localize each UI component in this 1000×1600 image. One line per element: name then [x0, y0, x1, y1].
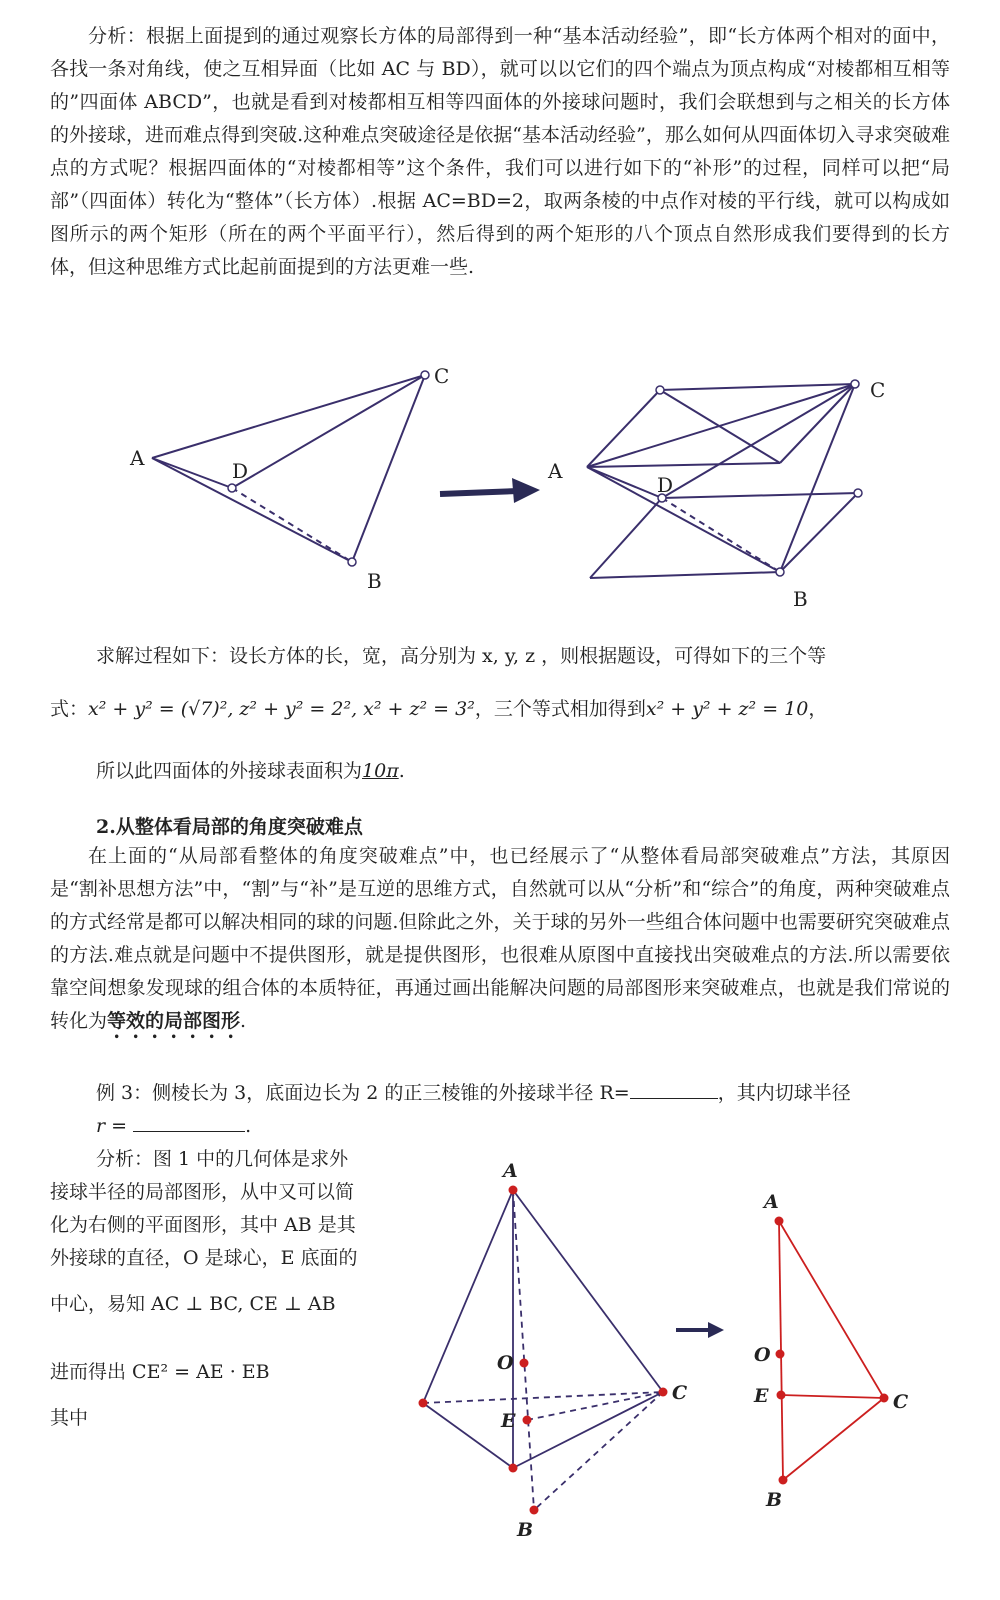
solution-line-2-mid: ，三个等式相加得到 — [474, 698, 646, 720]
example-3-r-suffix: . — [245, 1115, 252, 1137]
label-c-pyramid: C — [672, 1382, 688, 1404]
point-a-pyramid — [509, 1186, 518, 1195]
blank-r-inner — [133, 1111, 245, 1132]
label-o-plane: O — [754, 1344, 771, 1366]
point-o-pyramid — [520, 1359, 529, 1368]
analysis-2-line-5: 中心，易知 AC ⊥ BC, CE ⊥ AB — [50, 1293, 336, 1315]
example-3-suffix: ，其内切球半径 — [717, 1082, 851, 1104]
label-b-pyramid: B — [517, 1519, 534, 1541]
point-front-base — [509, 1464, 518, 1473]
label-e-pyramid: E — [501, 1410, 516, 1432]
solution-line-2-prefix: 式： — [50, 698, 89, 720]
solution-line-2 — [50, 693, 827, 726]
point-c-left — [421, 371, 429, 379]
example-3-prefix: 例 3：侧棱长为 3，底面边长为 2 的正三棱锥的外接球半径 R= — [96, 1082, 630, 1104]
tetrahedron-abcd — [152, 375, 425, 562]
solution-line-2-end: ， — [808, 698, 828, 720]
point-c-plane — [880, 1394, 889, 1403]
label-e-plane: E — [754, 1385, 769, 1407]
emphasis-equivalent-figure: 等效的局部图形 — [107, 1010, 241, 1032]
blank-r-outer — [630, 1078, 718, 1099]
solution-line-3 — [96, 755, 405, 788]
cuboid-construction — [587, 384, 858, 578]
plane-figure-edges — [779, 1221, 884, 1480]
point-left-base — [419, 1399, 428, 1408]
analysis-2-line-2: 接球半径的局部图形，从中又可以简 — [50, 1181, 355, 1203]
label-a-right: A — [548, 459, 563, 483]
point-e-plane — [777, 1391, 786, 1400]
section-2-heading: 2.从整体看局部的角度突破难点 — [96, 816, 363, 838]
label-c-left: C — [434, 364, 450, 388]
example-3-r-prefix: r = — [96, 1115, 128, 1137]
analysis-2-qizhong: 其中 — [50, 1407, 89, 1429]
label-o-pyramid: O — [497, 1352, 514, 1374]
point-e-pyramid — [523, 1416, 532, 1425]
label-b-right: B — [793, 587, 808, 611]
label-a-pyramid: A — [503, 1160, 518, 1182]
label-d-right: D — [657, 473, 674, 497]
section-2-end: . — [240, 1010, 247, 1032]
example-3-line-1 — [96, 1077, 851, 1110]
surface-area-answer: 10π — [362, 760, 399, 782]
tetrahedron-to-cuboid-figure — [0, 355, 1000, 615]
label-c-right: C — [870, 378, 886, 402]
analysis-2-ce-line: 进而得出 CE² = AE · EB — [50, 1361, 270, 1383]
equations-three: x² + y² = (√7)², z² + y² = 2², x² + z² = 3² — [88, 698, 475, 720]
section-2-paragraph — [50, 840, 950, 1043]
point-top-left-vertex — [656, 386, 664, 394]
pyramid-edges — [423, 1190, 663, 1510]
solution-line-3-end: . — [398, 760, 405, 782]
example-3-line-2 — [96, 1110, 251, 1143]
point-a-plane — [775, 1217, 784, 1226]
label-b-plane: B — [766, 1489, 783, 1511]
analysis-paragraph-1: 分析：根据上面提到的通过观察长方体的局部得到一种“基本活动经验”，即“长方体两个相对的面中，各找一条对角线，使之互相异面（比如 AC 与 BD），就可以以它们的四个端点为顶点构成“对棱都相互相等的”四面体 ABCD”，也就是看到对棱都相互相等四面体的外接球问题时，我们会联想到与之相关的长方体的外接球，进而难点得到突破.这种难点突破途径是依据“基本活动经验”，那么如何从四面体切入寻求突破难点的方式呢？根据四面体的“对棱都相等”这个条件，我们可以进行如下的“补形”的过程，同样可以把“局部”（四面体）转化为“整体”（长方体）.根据 AC=BD=2，取两条棱的中点作对棱的平行线，就可以构成如图所示的两个矩形（所在的两个平面平行），然后得到的两个矩形的八个顶点自然形成我们要得到的长方体，但这种思维方式比起前面提到的方法更难一些. — [50, 25, 950, 278]
label-d-left: D — [232, 459, 249, 483]
analysis-2-line-3: 化为右侧的平面图形，其中 AB 是其 — [50, 1214, 356, 1236]
solution-line-1: 求解过程如下：设长方体的长，宽，高分别为 x, y, z ，则根据题设，可得如下的三个等 — [96, 645, 827, 667]
pyramid-figure — [0, 1150, 1000, 1550]
point-b-left — [348, 558, 356, 566]
point-b-pyramid — [530, 1506, 539, 1515]
label-a-plane: A — [764, 1191, 779, 1213]
label-c-plane: C — [893, 1391, 909, 1413]
transform-arrow-1 — [440, 478, 540, 503]
label-a-left: A — [130, 446, 145, 470]
point-d-left — [228, 484, 236, 492]
solution-line-3-prefix: 所以此四面体的外接球表面积为 — [96, 760, 363, 782]
section-2-text: 在上面的“从局部看整体的角度突破难点”中，也已经展示了“从整体看局部突破难点”方法，其原因是“割补思想方法”中，“割”与“补”是互逆的思维方式，自然就可以从“分析”和“综合”的角度，两种突破难点的方式经常是都可以解决相同的球的问题.但除此之外，关于球的另外一些组合体问题中也需要研究突破难点的方法.难点就是问题中不提供图形，就是提供图形，也很难从原图中直接找出突破难点的方法.所以需要依靠空间想象发现球的组合体的本质特征，再通过画出能解决问题的局部图形来突破难点，也就是我们常说的转化为 — [50, 845, 950, 1032]
point-c-pyramid — [659, 1388, 668, 1397]
analysis-2-line-4: 外接球的直径，O 是球心，E 底面的 — [50, 1247, 358, 1269]
equation-sum: x² + y² + z² = 10 — [645, 698, 809, 720]
point-o-plane — [776, 1350, 785, 1359]
label-b-left: B — [367, 569, 382, 593]
point-b-plane — [779, 1476, 788, 1485]
point-b-right — [776, 568, 784, 576]
transform-arrow-2 — [676, 1322, 724, 1338]
point-c-right — [851, 380, 859, 388]
analysis-2-line-1: 分析：图 1 中的几何体是求外 — [96, 1148, 349, 1170]
point-bottom-right-vertex — [854, 489, 862, 497]
